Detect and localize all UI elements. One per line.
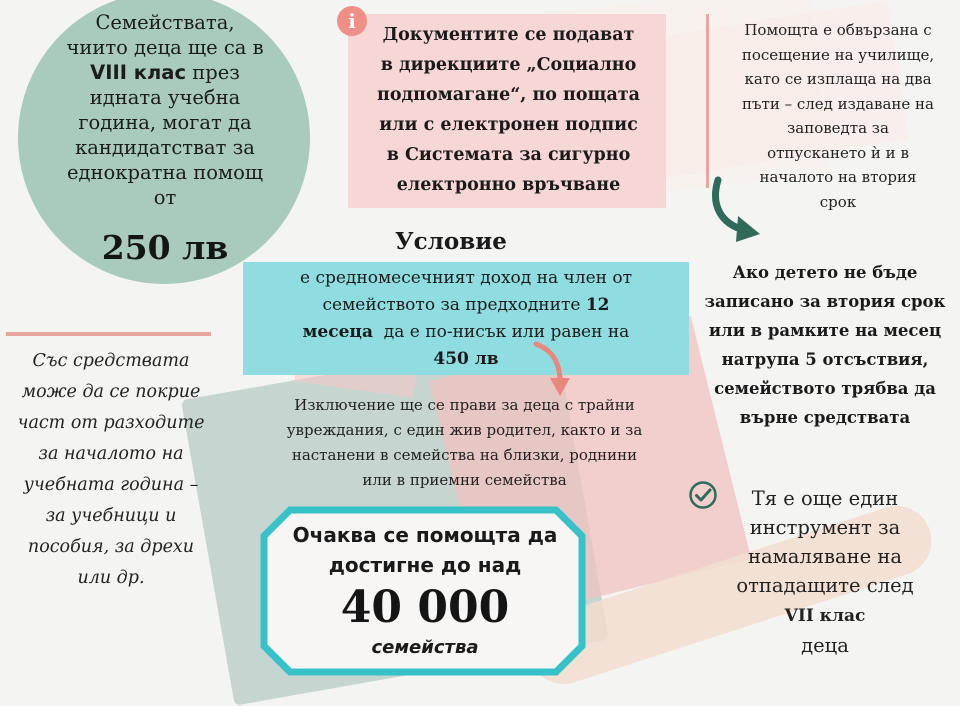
condition-line [250,319,682,346]
offer-line: кандидатстват за [75,136,255,159]
payment-note-line: посещение на училище, [741,45,935,64]
condition-line [250,346,682,373]
condition-line: е средномесечният доход на член от [300,268,632,288]
divider-horizontal [6,332,211,336]
documents-line: електронно връчване [396,175,621,195]
refund-note-line: натрупа 5 отсъствия, [721,350,929,369]
offer-line [40,60,290,85]
curved-arrow-icon [530,340,580,400]
expenses-note-line: за учебници и [45,506,177,526]
expenses-note [6,346,216,594]
expenses-note-line: за началото на [38,444,184,464]
info-icon: i [337,6,367,36]
divider-vertical [706,14,709,188]
expenses-note-line: или др. [77,568,145,588]
offer-amount: 250 лв [101,228,229,267]
offer-text [40,10,290,210]
condition-months: месеца [302,322,373,342]
condition-text [250,265,682,373]
documents-line: подпомагане“, по пощата [377,85,640,105]
payment-note-line: началото на втория [759,168,917,186]
documents-line: в дирекциите „Социално [380,55,637,75]
offer-line: година, могат да [78,111,252,134]
documents-line: в Системата за сигурно [386,145,631,165]
dropout-note-line: деца [801,634,849,657]
expenses-note-line: може да се покрие [21,382,201,402]
curved-arrow-icon [708,176,768,246]
condition-line [250,292,682,319]
payment-note-line: пъти – след издаване на [741,94,934,113]
offer-grade: VIII клас [90,61,187,84]
offer-line: чиито деца ще са в [66,36,264,59]
dropout-note-line [694,600,956,631]
payment-note-line: като се изплаща на два [744,70,932,88]
refund-note-line: записано за втория срок [704,292,946,311]
condition-months-count: 12 [585,295,610,315]
dropout-note-line: отпадащите след [736,574,914,597]
expectation-text [290,520,560,580]
condition-title: Условие [395,228,507,255]
expectation-unit: семейства [371,637,479,658]
expectation-number: 40 000 [340,582,510,633]
dropout-note-line: инструмент за [749,516,901,539]
dropout-note [694,484,956,660]
payment-note-line: срок [819,192,857,211]
offer-line: идната учебна [89,86,241,109]
expenses-note-line: част от разходите [17,413,205,433]
condition-line-part: семейството за предходните [322,295,581,315]
documents-text [356,20,661,200]
exception-text [252,393,677,493]
payment-note-line: отпускането ѝ и в [767,143,909,162]
refund-note-line: Ако детето не бъде [732,263,918,282]
dropout-grade: VII клас [784,606,866,626]
dropout-note-line: намаляване на [747,545,903,568]
exception-line: или в приемни семейства [362,471,567,489]
refund-note [690,258,960,432]
refund-note-line: върне средствата [739,408,911,427]
documents-line: Документите се подават [382,25,635,45]
expectation-line: достигне до над [328,553,522,577]
condition-income-limit: 450 лв [433,349,499,369]
refund-note-line: или в рамките на месец [708,321,942,340]
documents-line: или с електронен подпис [379,115,638,135]
exception-line: настанени в семейства на близки, роднини [291,446,638,464]
expectation-line: Очаква се помощта да [292,523,558,547]
expenses-note-line: учебната година – [23,475,199,495]
expenses-note-line: Със средствата [32,351,190,371]
offer-line-part: през [192,61,240,84]
offer-line: Семействата, [95,11,235,34]
payment-note-line: заповедта за [787,119,889,137]
offer-line: еднократна помощ [67,161,263,184]
refund-note-line: семейството трябва да [714,379,936,398]
dropout-note-line: Тя е още един [751,487,899,510]
condition-line-part: да е по-нисък или равен на [383,322,630,342]
expenses-note-line: пособия, за дрехи [27,537,195,557]
exception-line: Изключение ще се прави за деца с трайни [294,396,635,414]
exception-line: увреждания, с един жив родител, както и за [286,421,643,439]
payment-note-line: Помощта е обвързана с [744,21,932,39]
offer-line: от [153,186,177,209]
